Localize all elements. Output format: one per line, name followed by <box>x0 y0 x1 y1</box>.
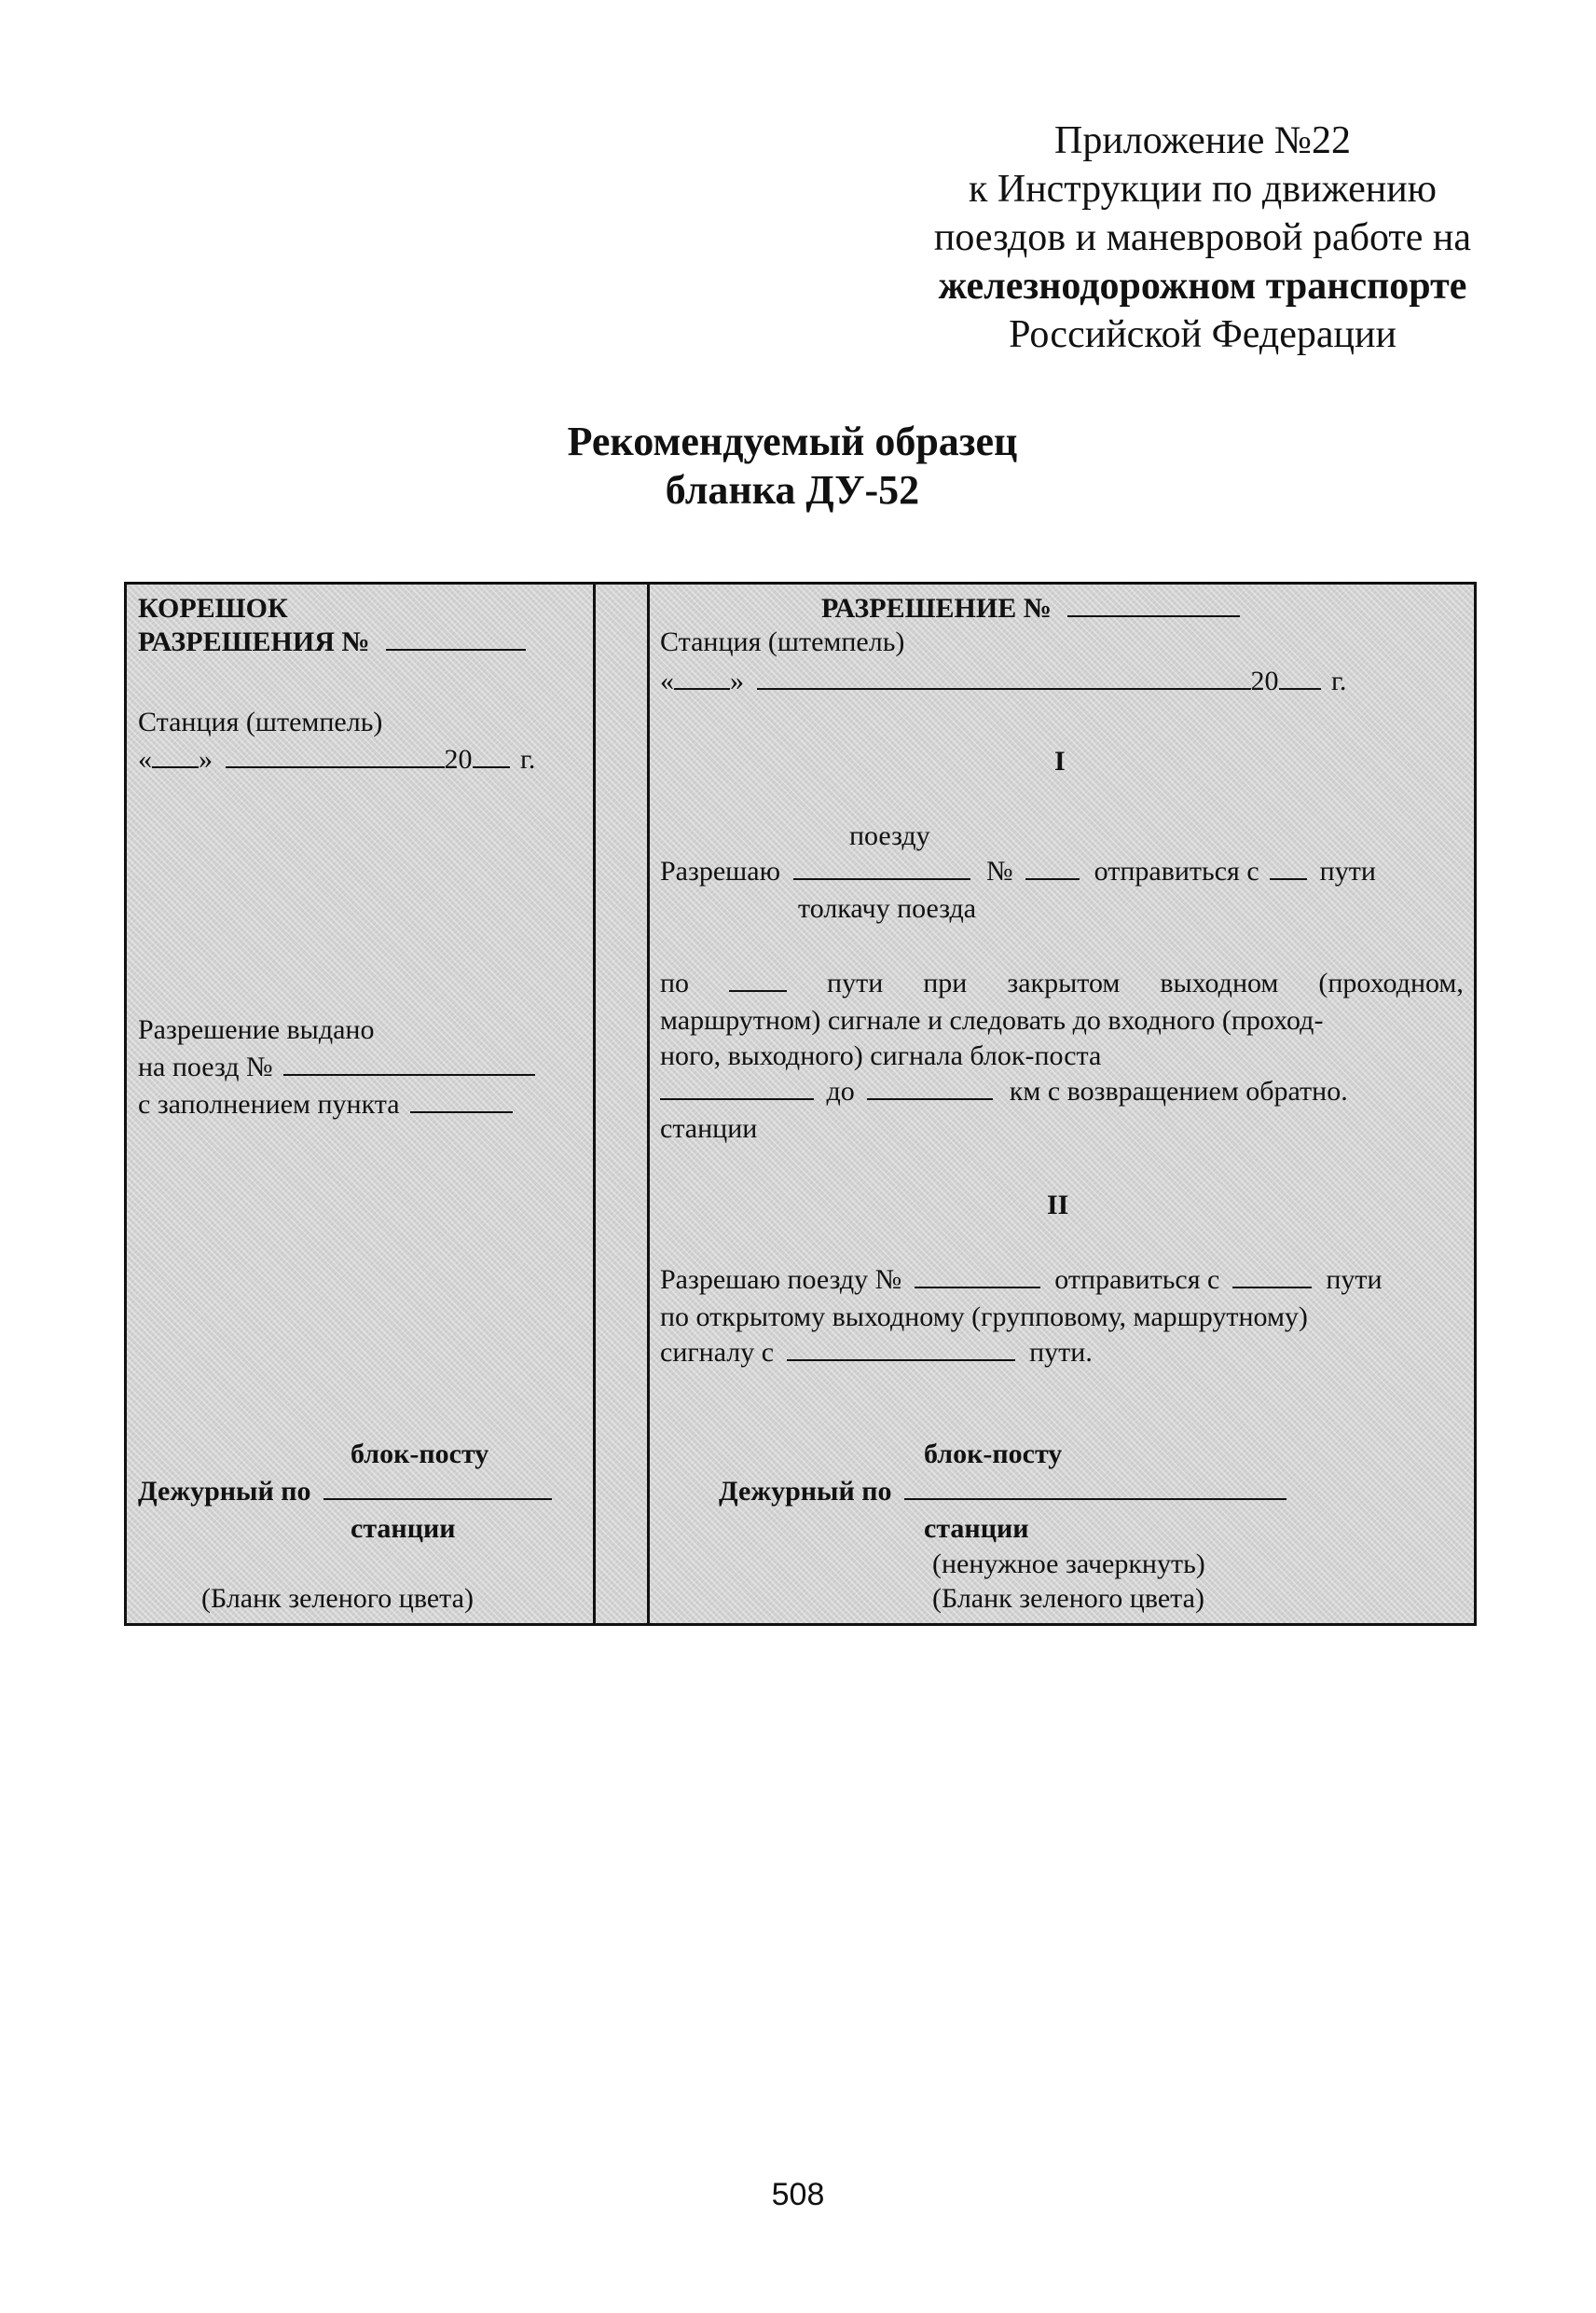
stub-date-month-field[interactable] <box>226 746 445 768</box>
stub-permit-number-row <box>138 626 526 659</box>
permit-number-row <box>821 592 1240 626</box>
stub-date-row <box>138 743 535 777</box>
permit-station-label: Станция (штемпель) <box>660 626 905 657</box>
appendix-line-3: поездов и маневровой работе на <box>933 216 1472 259</box>
permit-title: РАЗРЕШЕНИЕ № <box>821 593 1052 624</box>
s1-distance-row <box>660 1075 1348 1108</box>
sample-title-line-2: бланка ДУ-52 <box>665 467 920 513</box>
permit-duty-label: Дежурный по <box>719 1476 892 1507</box>
stub-date-day-field[interactable] <box>152 746 199 768</box>
stub-train-field[interactable] <box>283 1053 535 1076</box>
stub-permit-number-label: РАЗРЕШЕНИЯ № <box>138 626 370 657</box>
stub-train-label: на поезд № <box>138 1052 273 1082</box>
permit-divider-line <box>647 585 650 1623</box>
s1-train-word: поезду <box>849 820 930 851</box>
stub-filling-field[interactable] <box>410 1091 513 1113</box>
page-number: 508 <box>771 2177 825 2212</box>
s1-row-3: ного, выходного) сигнала блок-поста <box>660 1040 1102 1071</box>
permit-duty-field[interactable] <box>904 1478 1286 1500</box>
permit-station-word: станции <box>924 1513 1029 1544</box>
s1-row-2: маршрутном) сигнале и следовать до входного (проход- <box>660 1005 1324 1036</box>
s2-signal-label: сигналу с <box>660 1337 775 1368</box>
s2-permit-row <box>660 1263 1383 1297</box>
permit-color-note: (Бланк зеленого цвета) <box>932 1583 1204 1614</box>
s1-track-label: пути <box>1319 856 1376 887</box>
s1-row1-word-exit: выходном <box>1160 968 1279 998</box>
s2-row-2: по открытому выходному (групповому, маршрутному) <box>660 1301 1308 1332</box>
s1-to-label: до <box>826 1076 855 1107</box>
s1-row1-track-field[interactable] <box>729 970 787 992</box>
appendix-line-2: к Инструкции по движению <box>968 168 1438 211</box>
s1-to-km-field[interactable] <box>867 1078 993 1100</box>
stub-permit-number-field[interactable] <box>386 628 526 651</box>
stub-filling-label: с заполнением пункта <box>138 1089 400 1120</box>
s1-from-station-field[interactable] <box>660 1078 814 1100</box>
stub-color-note: (Бланк зеленого цвета) <box>201 1583 474 1614</box>
permit-date-suffix: г. <box>1331 666 1347 696</box>
permit-date-close-quote: » <box>730 666 744 696</box>
s2-track-field[interactable] <box>1232 1266 1312 1288</box>
s1-number-label: № <box>986 856 1013 887</box>
sample-title <box>0 418 1596 515</box>
appendix-reference <box>820 117 1585 359</box>
section-2-numeral: II <box>1047 1190 1069 1220</box>
s1-row1-word-passing: (проходном, <box>1318 968 1464 998</box>
stub-duty-field[interactable] <box>323 1478 552 1500</box>
stub-station-label: Станция (штемпель) <box>138 707 383 737</box>
permit-duty-row <box>719 1475 1286 1508</box>
s1-row1-word-po: по <box>660 968 690 998</box>
s1-row-1 <box>660 967 1464 1000</box>
s1-permit-row <box>660 855 1376 888</box>
s1-row1-word-at: при <box>923 968 968 998</box>
s1-permit-label: Разрешаю <box>660 856 780 887</box>
appendix-line-4: железнодорожном транспорте <box>938 265 1467 308</box>
permit-strike-note: (ненужное зачеркнуть) <box>932 1549 1205 1579</box>
stub-date-year-prefix: 20 <box>444 744 473 775</box>
stub-issued-label: Разрешение выдано <box>138 1014 375 1045</box>
s2-signal-track-field[interactable] <box>787 1339 1015 1361</box>
stub-filling-row <box>138 1088 513 1122</box>
permit-date-open-quote: « <box>660 666 674 696</box>
stub-date-suffix: г. <box>520 744 536 775</box>
s1-number-field[interactable] <box>1025 858 1080 880</box>
stub-blockpost-label: блок-посту <box>351 1439 489 1469</box>
permit-date-row <box>660 665 1346 698</box>
s1-track-field[interactable] <box>1270 858 1307 880</box>
s2-depart-label: отправиться с <box>1054 1264 1220 1295</box>
stub-duty-row <box>138 1475 552 1508</box>
appendix-line-5: Российской Федерации <box>1009 313 1396 356</box>
permit-date-month-field[interactable] <box>757 668 1251 690</box>
s2-train-field[interactable] <box>915 1266 1040 1288</box>
s2-tracks-label: пути. <box>1029 1337 1093 1368</box>
s2-permit-train-label: Разрешаю поезду № <box>660 1264 902 1295</box>
permit-date-day-field[interactable] <box>674 668 730 690</box>
permit-date-year-prefix: 20 <box>1250 666 1279 696</box>
s2-track-label: пути <box>1326 1264 1383 1295</box>
stub-duty-label: Дежурный по <box>138 1476 311 1507</box>
stub-date-year-field[interactable] <box>473 746 510 768</box>
stub-divider-line <box>593 585 596 1623</box>
s1-depart-label: отправиться с <box>1094 856 1259 887</box>
s1-km-return-label: км с возвращением обратно. <box>1009 1076 1348 1107</box>
stub-train-row <box>138 1051 535 1084</box>
permit-date-year-field[interactable] <box>1279 668 1321 690</box>
sample-title-line-1: Рекомендуемый образец <box>567 419 1018 464</box>
stub-title: КОРЕШОК <box>138 593 288 624</box>
permit-blockpost-label: блок-посту <box>924 1439 1063 1469</box>
appendix-line-1: Приложение №22 <box>1054 119 1351 162</box>
form-du-52 <box>124 582 1477 1626</box>
stub-date-open-quote: « <box>138 744 152 775</box>
s2-signal-row <box>660 1336 1093 1370</box>
s1-train-field[interactable] <box>793 858 970 880</box>
s1-row1-word-track: пути <box>827 968 884 998</box>
section-1-numeral: I <box>1054 746 1066 777</box>
permit-number-field[interactable] <box>1067 595 1240 617</box>
s1-pusher-label: толкачу поезда <box>798 893 977 924</box>
stub-station-word: станции <box>351 1513 456 1544</box>
s1-station-word: станции <box>660 1113 758 1144</box>
stub-date-close-quote: » <box>199 744 213 775</box>
s1-row1-word-closed: закрытом <box>1007 968 1121 998</box>
